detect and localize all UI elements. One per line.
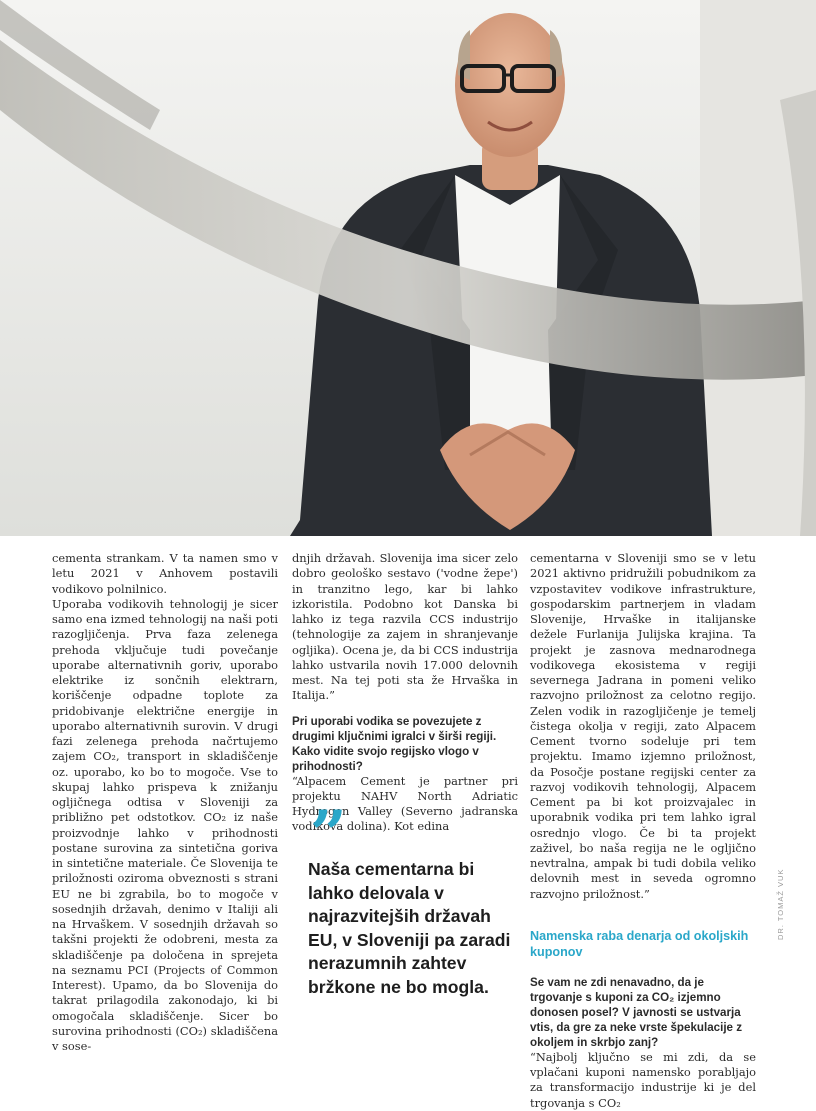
interview-question: Pri uporabi vodika se povezujete z drugimi ključnimi igralci v širši regiji. Kako vidite svojo regijsko vlogo v prihodnosti? — [292, 714, 497, 773]
paragraph: dnjih državah. Slovenija ima sicer zelo dobro geološko sestavo ('vodne žepe') in tranzitno lego, kar bi lahko izkoristila. Podobno kot Danska bi lahko iz tega razvila CCS industrijo (tehnologije za zajem in shranjevanje ogljika). Ocena je, da bi CCS industrija lahko ustvarila novih 17.000 delovnih mest. Na tej poti sta že Hrvaška in Italija.” — [292, 551, 518, 703]
text-column-3 — [530, 551, 756, 1111]
paragraph: “Najbolj ključno se mi zdi, da se vplačani kuponi namensko porabljajo za transformacijo industrije ki je del trgovanja s CO₂ — [530, 1049, 756, 1110]
hero-photo — [0, 0, 816, 536]
paragraph: “Alpacem Cement je partner pri projektu NAHV North Adriatic Hydrogen Valley (Severno jadranska vodikova dolina). Kot edina — [292, 773, 518, 834]
portrait-illustration — [0, 0, 816, 536]
paragraph: cementarna v Sloveniji smo se v letu 2021 aktivno pridružili pobudnikom za vzpostavitev vodikove infrastrukture, gospodarskim partnerjem in vladam Slovenije, Hrvaške in italijanske dežele Furlanija Julijska krajina. Ta projekt je zasnova mednarodnega vodikovega ekosistema v regiji severnega Jadrana in pomeni veliko razvojno priložnost za celotno regijo. Zelen vodik in razogljičenje je temelj čistega okolja v regiji, zato Alpacem Cement tvorno sodeluje pri tem projektu. Imamo izjemno priložnost, da Posočje postane regijski center za razvoj vodikovih tehnologij, Alpacem Cement pa bi kot proizvajalec in uporabnik vodika pri tem lahko igral osrednjo vlogo. Če bi ta projekt zaživel, bo naša regija ne le ogljično nevtralna, ampak bi tudi dobila veliko delovnih mest in seveda ogromno razvojno priložnost.” — [530, 551, 756, 901]
section-subheading: Namenska raba denarja od okoljskih kuponov — [530, 928, 749, 960]
paragraph: Uporaba vodikovih tehnologij je sicer samo ena izmed tehnologij na naši poti razogljičenja. Prva faza zelenega prehoda vključuje tudi povečanje uporabe alternativnih goriv, uporabo elektrike iz sončnih elektrarn, koriščenje odpadne toplote za pridobivanje električne energije in uporabo alternativnih surovin. V drugi fazi zelenega prehoda načrtujemo zajem CO₂, transport in skladiščenje oz. uporabo, ko bo to mogoče. Vse to skupaj lahko prispeva k znižanju ogljičnega odtisa v Sloveniji za približno pet odstotkov. CO₂ iz naše proizvodnje lahko v prihodnosti postane surovina za sintetična goriva in sintetične materiale. Če Slovenija te priložnosti oziroma obveznosti s strani EU ne bi zgrabila, bo to mogoče v sosednjih državah, denimo v Italiji ali na Hrvaškem. V sosednjih državah so takšni projekti že odobreni, mesta za skladiščenje pa določena in sprejeta na seznamu PCI (Projects of Common Interest). Upamo, da bo Slovenija do takrat prilagodila zakonodajo, ki bi omogočala skladiščenje. Sicer bo surovina prihodnosti (CO₂) skladiščena v sose- — [52, 596, 278, 1053]
paragraph: cementa strankam. V ta namen smo v letu 2021 v Anhovem postavili vodikovo polnilnico. — [52, 551, 278, 596]
text-column-1 — [52, 551, 278, 1054]
photo-credit: DR. TOMAŽ VUK — [776, 868, 785, 940]
quote-mark-icon: ” — [310, 797, 347, 872]
pull-quote-text: Naša cementarna bi lahko delovala v najrazvitejših državah EU, v Sloveniji pa zaradi nerazumnih zahtev bržkone ne bo mogla. — [308, 859, 511, 997]
interview-question: Se vam ne zdi nenavadno, da je trgovanje s kuponi za CO₂ izjemno donosen posel? V javnosti se ustvarja vtis, da gre za neke vrste špekulacije z okoljem in skrbjo zanj? — [530, 975, 743, 1049]
text-column-2 — [292, 551, 518, 835]
